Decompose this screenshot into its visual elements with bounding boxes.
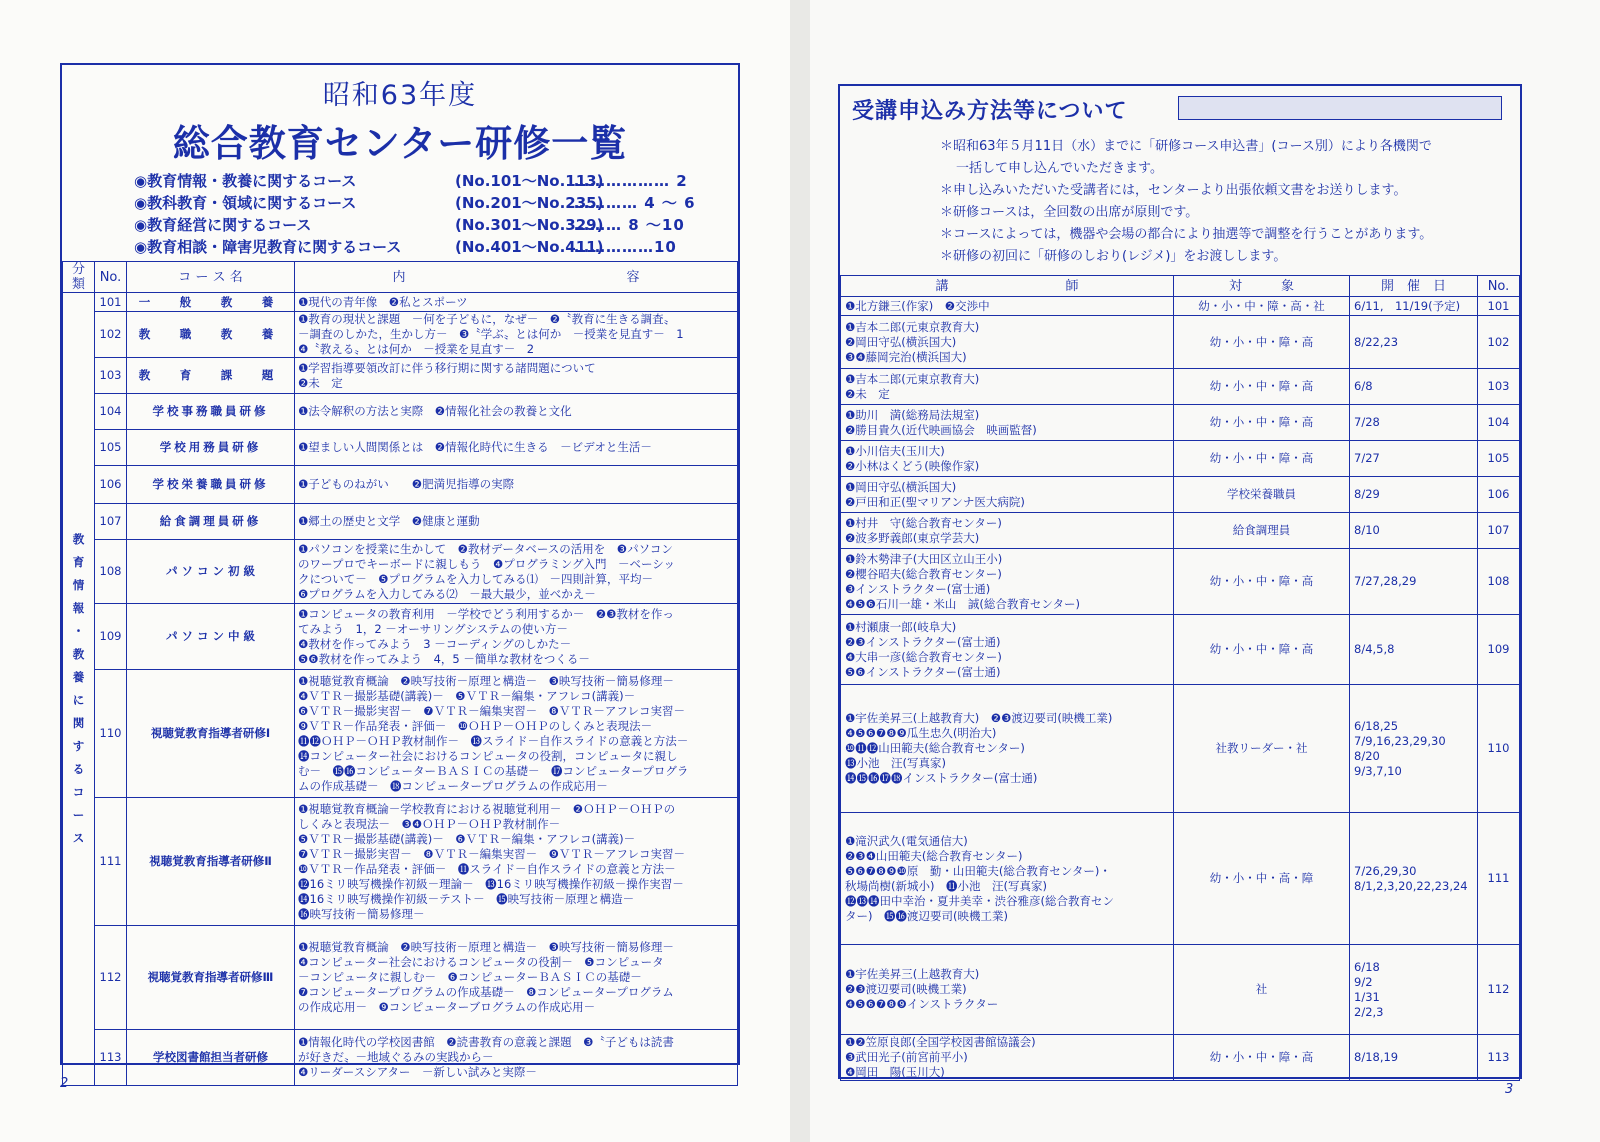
lecturer-row <box>841 441 1520 477</box>
course-name: 教 育 課 題 <box>127 358 295 394</box>
target-audience: 給食調理員 <box>1174 513 1350 549</box>
course-name: 視聴覚教育指導者研修Ⅲ <box>127 926 295 1030</box>
header-no: No. <box>95 262 127 293</box>
course-row <box>63 312 738 358</box>
category-char: に <box>72 693 85 707</box>
course-number: 101 <box>95 293 127 312</box>
lecturer-names: ❶❷笠原良郎(全国学校図書館協議会) ❸武田光子(前宮前平小) ❹岡田 陽(玉川大) <box>841 1035 1174 1081</box>
heading-decoration-bar <box>1178 96 1502 120</box>
toc-row <box>134 236 694 258</box>
lecturer-row <box>841 813 1520 945</box>
course-content: ❶学習指導要領改訂に伴う移行期に関する諸問題について ❷未 定 <box>295 358 738 394</box>
page-number: 3 <box>1505 1082 1514 1097</box>
header-no: No. <box>1478 276 1520 297</box>
lecturer-table-header <box>841 276 1520 297</box>
category-char: ー <box>72 808 85 822</box>
lecturer-names: ❶吉本二郎(元東京教育大) ❷岡田守弘(横浜国大) ❸❹藤岡完治(横浜国大) <box>841 316 1174 369</box>
session-dates: 6/18 9/2 1/31 2/2,3 <box>1350 945 1478 1035</box>
toc-title: ◉教育経営に関するコース <box>134 216 312 234</box>
course-name: 学校栄養職員研修 <box>127 466 295 504</box>
course-row <box>63 293 738 312</box>
course-number: 107 <box>1478 513 1520 549</box>
page-number: 2 <box>60 1076 69 1091</box>
course-name: パ ソ コ ン 初 級 <box>127 540 295 604</box>
category-char: ・ <box>72 624 85 638</box>
lecturer-names: ❶吉本二郎(元東京教育大) ❷未 定 <box>841 369 1174 405</box>
fiscal-year: 昭和63年度 <box>322 80 478 111</box>
category-char: る <box>72 762 85 776</box>
course-name: 給食調理員研修 <box>127 504 295 540</box>
course-content: ❶子どものねがい ❷肥満児指導の実際 <box>295 466 738 504</box>
course-content: ❶法令解釈の方法と実際 ❷情報化社会の教養と文化 <box>295 394 738 430</box>
category-char: コ <box>72 785 85 799</box>
session-dates: 8/18,19 <box>1350 1035 1478 1081</box>
application-heading: 受講申込み方法等について <box>852 99 1128 124</box>
category-char: 教 <box>72 647 85 661</box>
toc-pages: ……… 8 〜10 <box>574 216 685 234</box>
course-row <box>63 394 738 430</box>
target-audience: 社 <box>1174 945 1350 1035</box>
session-dates: 7/28 <box>1350 405 1478 441</box>
course-name: 教 職 教 養 <box>127 312 295 358</box>
target-audience: 幼・小・中・障・高 <box>1174 316 1350 369</box>
target-audience: 社教リーダー・社 <box>1174 685 1350 813</box>
course-number: 104 <box>95 394 127 430</box>
course-row <box>63 540 738 604</box>
lecturer-row <box>841 685 1520 813</box>
lecturer-row <box>841 297 1520 316</box>
course-name: 一 般 教 養 <box>127 293 295 312</box>
course-number: 108 <box>1478 549 1520 615</box>
lecturer-row <box>841 477 1520 513</box>
course-row <box>63 798 738 926</box>
session-dates: 8/10 <box>1350 513 1478 549</box>
course-number: 113 <box>1478 1035 1520 1081</box>
course-content: ❶郷土の歴史と文学 ❷健康と運動 <box>295 504 738 540</box>
course-number: 102 <box>95 312 127 358</box>
table-of-contents <box>134 170 694 258</box>
session-dates: 8/4,5,8 <box>1350 615 1478 685</box>
toc-title: ◉教科教育・領域に関するコース <box>134 194 357 212</box>
course-row <box>63 670 738 798</box>
toc-range: (No.401〜No.411) <box>455 238 604 256</box>
course-number: 105 <box>1478 441 1520 477</box>
course-list-frame <box>60 63 740 1079</box>
application-notes <box>940 136 1432 268</box>
course-number: 108 <box>95 540 127 604</box>
lecturer-names: ❶北方鎌三(作家) ❷交渉中 <box>841 297 1174 316</box>
toc-row <box>134 192 694 214</box>
course-content: ❶視聴覚教育概論－学校教育における視聴覚利用－ ❷ＯＨＰ－ＯＨＰの しくみと表現法－ ❸❹ＯＨＰ－ＯＨＰ教材制作－ ❺ＶＴＲ－撮影基礎(講義)－ ❻ＶＴＲ－編集・アフレコ(講義)－ ❼ＶＴＲ－撮影実習－ ❽ＶＴＲ－編集実習－ ❾ＶＴＲ－アフレコ実習－ ❿ＶＴＲ－作品発表・評価－ ⓫スライド－自作スライドの意義と方法－ ⓬16ミリ映写機操作初級－理論－ ⓭16ミリ映写機操作初級－操作実習－ ⓮16ミリ映写機操作初級－テスト－ ⓯映写技術－原理と構造－ ⓰映写技術－簡易修理－ <box>295 798 738 926</box>
header-dates: 開 催 日 <box>1350 276 1478 297</box>
course-number: 111 <box>1478 813 1520 945</box>
toc-title: ◉教育相談・障害児教育に関するコース <box>134 238 402 256</box>
toc-pages: ……………10 <box>574 238 677 256</box>
application-frame <box>838 84 1522 1079</box>
lecturer-row <box>841 369 1520 405</box>
lecturer-names: ❶鈴木勢津子(大田区立山王小) ❷櫻谷昭夫(総合教育センター) ❸インストラクター(富士通) ❹❺❻石川一雄・米山 誠(総合教育センター) <box>841 549 1174 615</box>
target-audience: 学校栄養職員 <box>1174 477 1350 513</box>
note-line: ＊昭和63年５月11日（水）までに「研修コース申込書」(コース別）により各機関で <box>940 139 1432 154</box>
course-content: ❶パソコンを授業に生かして ❷教材データベースの活用を ❸パソコン のワープロでキーボードに親しもう ❹プログラミング入門 －ベーシッ クについて－ ❺プログラムを入力してみる⑴ －四則計算，平均－ ❻プログラムを入力してみる⑵ －最大最少，並べかえ－ <box>295 540 738 604</box>
category-char: 関 <box>72 716 85 730</box>
category-char: ス <box>72 831 85 845</box>
course-row <box>63 926 738 1030</box>
course-number: 101 <box>1478 297 1520 316</box>
lecturer-row <box>841 513 1520 549</box>
category-cell <box>63 293 95 1086</box>
header-course: コ ー ス 名 <box>127 262 295 293</box>
note-line: ＊研修コースは，全回数の出席が原則です。 <box>940 205 1199 220</box>
course-content: ❶情報化時代の学校図書館 ❷読書教育の意義と課題 ❸〝子どもは読書 が好きだ〟－地域ぐるみの実践から－ ❹リーダースシアター －新しい試みと実際－ <box>295 1030 738 1086</box>
lecturer-row <box>841 316 1520 369</box>
target-audience: 幼・小・中・障・高・社 <box>1174 297 1350 316</box>
category-char: 養 <box>72 670 85 684</box>
target-audience: 幼・小・中・障・高 <box>1174 615 1350 685</box>
toc-range: (No.201〜No.235) <box>455 194 604 212</box>
course-content: ❶望ましい人間関係とは ❷情報化時代に生きる －ビデオと生活－ <box>295 430 738 466</box>
lecturer-names: ❶宇佐美昇三(上越教育大) ❷❸渡辺要司(映機工業) ❹❺❻❼❽❾瓜生忠久(明治大) ❿⓫⓬山田範夫(総合教育センター) ⓭小池 汪(写真家) ⓮⓯⓰⓱⓲インストラクター(富士通) <box>841 685 1174 813</box>
category-char: 報 <box>72 601 85 615</box>
lecturer-names: ❶助川 満(総務局法規室) ❷勝目貴久(近代映画協会 映画監督) <box>841 405 1174 441</box>
course-name: 視聴覚教育指導者研修Ⅰ <box>127 670 295 798</box>
course-content: ❶コンピュータの教育利用 －学校でどう利用するか－ ❷❸教材を作っ てみよう 1，2 －オーサリングシステムの使い方－ ❹教材を作ってみよう 3 －コーディングのしかた－ ❺❻教材を作ってみよう 4，5 －簡単な教材をつくる－ <box>295 604 738 670</box>
category-char: 情 <box>72 578 85 592</box>
course-number: 107 <box>95 504 127 540</box>
course-row <box>63 604 738 670</box>
target-audience: 幼・小・中・障・高 <box>1174 405 1350 441</box>
course-row <box>63 466 738 504</box>
course-name: 視聴覚教育指導者研修Ⅱ <box>127 798 295 926</box>
category-char: す <box>72 739 85 753</box>
session-dates: 7/26,29,30 8/1,2,3,20,22,23,24 <box>1350 813 1478 945</box>
target-audience: 幼・小・中・障・高 <box>1174 1035 1350 1081</box>
course-content: ❶教育の現状と課題 －何を子どもに，なぜ－ ❷〝教育に生きる調査〟 －調査のしかた，生かし方－ ❸〝学ぶ〟とは何か －授業を見直す－ 1 ❹〝教える〟とは何か －授業を見直す－ 2 <box>295 312 738 358</box>
course-row <box>63 504 738 540</box>
target-audience: 幼・小・中・障・高 <box>1174 369 1350 405</box>
page-title: 総合教育センター研修一覧 <box>172 122 628 165</box>
note-line: 一括して申し込んでいただきます。 <box>956 161 1163 176</box>
lecturer-row <box>841 615 1520 685</box>
course-number: 103 <box>95 358 127 394</box>
session-dates: 8/29 <box>1350 477 1478 513</box>
lecturer-names: ❶滝沢武久(電気通信大) ❷❸❹山田範夫(総合教育センター) ❺❻❼❽❾❿原 勤・山田範夫(総合教育センター)・ 秋場尚樹(新城小) ⓫小池 汪(写真家) ⓬⓭⓮田中幸治・夏井美幸・渋谷雅彦(総合教育セン ター) ⓯⓰渡辺要司(映機工業) <box>841 813 1174 945</box>
lecturer-row <box>841 945 1520 1035</box>
course-name: 学校用務員研修 <box>127 430 295 466</box>
toc-range: (No.101〜No.113) <box>455 172 604 190</box>
lecturer-table <box>840 275 1520 1081</box>
category-char: 教 <box>72 532 85 546</box>
lecturer-row <box>841 549 1520 615</box>
course-number: 112 <box>95 926 127 1030</box>
header-content: 内 容 <box>295 262 738 293</box>
lecturer-row <box>841 1035 1520 1081</box>
course-content: ❶現代の青年像 ❷私とスポーツ <box>295 293 738 312</box>
lecturer-names: ❶岡田守弘(横浜国大) ❷戸田和正(聖マリアンナ医大病院) <box>841 477 1174 513</box>
course-number: 110 <box>95 670 127 798</box>
session-dates: 7/27,28,29 <box>1350 549 1478 615</box>
left-page <box>0 0 790 1142</box>
course-number: 113 <box>95 1030 127 1086</box>
course-content: ❶視聴覚教育概論 ❷映写技術－原理と構造－ ❸映写技術－簡易修理－ ❹コンピューター社会におけるコンピュータの役割－ ❺コンピュータ －コンピュータに親しむ－ ❻コンピューターＢＡＳＩＣの基礎－ ❼コンピュータープログラムの作成基礎－ ❽コンピュータープログラム の作成応用－ ❾コンピューターブログラムの作成応用－ <box>295 926 738 1030</box>
toc-pages: ……………… 2 <box>574 172 688 190</box>
category-char: 育 <box>72 555 85 569</box>
course-number: 110 <box>1478 685 1520 813</box>
target-audience: 幼・小・中・障・高 <box>1174 441 1350 477</box>
lecturer-names: ❶村瀬康一郎(岐阜大) ❷❸インストラクター(富士通) ❹大串一彦(総合教育センター) ❺❻インストラクター(富士通) <box>841 615 1174 685</box>
course-content: ❶視聴覚教育概論 ❷映写技術－原理と構造－ ❸映写技術－簡易修理－ ❹ＶＴＲ－撮影基礎(講義)－ ❺ＶＴＲ－編集・アフレコ(講義)－ ❻ＶＴＲ－撮影実習－ ❼ＶＴＲ－編集実習－ ❽ＶＴＲ－アフレコ実習－ ❾ＶＴＲ－作品発表・評価－ ❿ＯＨＰ－ＯＨＰのしくみと表現法－ ⓫⓬ＯＨＰ－ＯＨＰ教材制作－ ⓭スライド－自作スライドの意義と方法－ ⓮コンピューター社会におけるコンピュータの役割，コンピュータに親し む－ ⓯⓰コンピューターＢＡＳＩＣの基礎－ ⓱コンピュータープログラ ムの作成基礎－ ⓲コンピュータープログラムの作成応用－ <box>295 670 738 798</box>
course-row <box>63 1030 738 1086</box>
course-number: 103 <box>1478 369 1520 405</box>
target-audience: 幼・小・中・障・高 <box>1174 549 1350 615</box>
page-gutter <box>790 0 810 1142</box>
header-target: 対 象 <box>1174 276 1350 297</box>
lecturer-names: ❶村井 守(総合教育センター) ❷波多野義郎(東京学芸大) <box>841 513 1174 549</box>
course-number: 105 <box>95 430 127 466</box>
course-row <box>63 358 738 394</box>
course-number: 106 <box>95 466 127 504</box>
header-lecturer: 講 師 <box>841 276 1174 297</box>
toc-pages: ………… 4 〜 6 <box>574 194 696 212</box>
course-table-header <box>63 262 738 293</box>
course-name: パ ソ コ ン 中 級 <box>127 604 295 670</box>
session-dates: 6/8 <box>1350 369 1478 405</box>
course-number: 104 <box>1478 405 1520 441</box>
course-number: 102 <box>1478 316 1520 369</box>
toc-row <box>134 214 694 236</box>
course-name: 学校事務職員研修 <box>127 394 295 430</box>
session-dates: 8/22,23 <box>1350 316 1478 369</box>
course-table <box>62 261 738 1086</box>
title-area <box>62 65 738 260</box>
toc-row <box>134 170 694 192</box>
course-number: 109 <box>1478 615 1520 685</box>
note-line: ＊申し込みいただいた受講者には，センターより出張依頼文書をお送りします。 <box>940 183 1407 198</box>
note-line: ＊コースによっては，機器や会場の都合により抽選等で調整を行うことがあります。 <box>940 227 1433 242</box>
lecturer-names: ❶小川信夫(玉川大) ❷小林はくどう(映像作家) <box>841 441 1174 477</box>
session-dates: 6/18,25 7/9,16,23,29,30 8/20 9/3,7,10 <box>1350 685 1478 813</box>
toc-range: (No.301〜No.329) <box>455 216 604 234</box>
header-category: 分類 <box>63 262 95 293</box>
note-line: ＊研修の初回に「研修のしおり(レジメ)」をお渡しします。 <box>940 249 1287 264</box>
course-number: 112 <box>1478 945 1520 1035</box>
session-dates: 7/27 <box>1350 441 1478 477</box>
course-row <box>63 430 738 466</box>
session-dates: 6/11, 11/19(予定) <box>1350 297 1478 316</box>
target-audience: 幼・小・中・高・障 <box>1174 813 1350 945</box>
course-number: 111 <box>95 798 127 926</box>
course-number: 109 <box>95 604 127 670</box>
lecturer-row <box>841 405 1520 441</box>
lecturer-names: ❶宇佐美昇三(上越教育大) ❷❸渡辺要司(映機工業) ❹❺❻❼❽❾インストラクター <box>841 945 1174 1035</box>
toc-title: ◉教育情報・教養に関するコース <box>134 172 357 190</box>
course-number: 106 <box>1478 477 1520 513</box>
course-name: 学校図書館担当者研修 <box>127 1030 295 1086</box>
